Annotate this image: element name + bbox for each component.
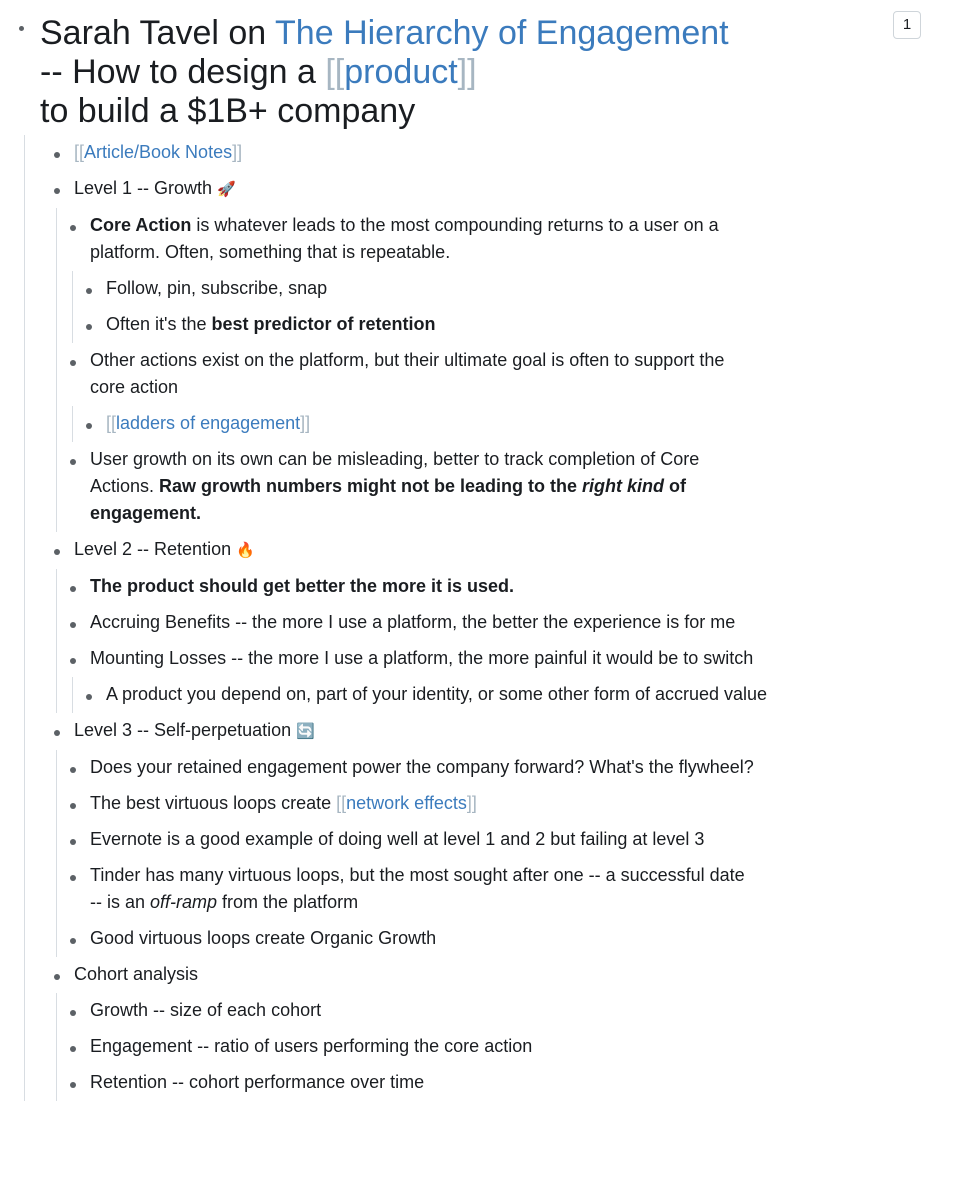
- level2-heading: Level 2 -- Retention: [74, 539, 232, 559]
- bullet[interactable]: [70, 658, 76, 664]
- accruing-text: Accruing Benefits -- the more I use a platform, the better the experience is for me: [90, 612, 736, 632]
- list-item[interactable]: [57, 442, 755, 532]
- bullet[interactable]: [70, 586, 76, 592]
- bullet[interactable]: [86, 288, 92, 294]
- rocket-icon: 🚀: [217, 181, 236, 198]
- list-item[interactable]: [57, 605, 755, 641]
- bullet[interactable]: [54, 188, 60, 194]
- bullet[interactable]: [70, 803, 76, 809]
- mounting-text: Mounting Losses -- the more I use a platform, the more painful it would be to switch: [90, 648, 754, 668]
- bullet[interactable]: [70, 1010, 76, 1016]
- power-text: Does your retained engagement power the company forward? What's the flywheel?: [90, 757, 754, 777]
- bullet[interactable]: [86, 423, 92, 429]
- list-item[interactable]: [25, 713, 955, 957]
- list-item[interactable]: [57, 1065, 755, 1101]
- bullet[interactable]: [54, 974, 60, 980]
- core-action-text: is whatever leads to the most compounding returns to a user on a platform. Often, something that is repeatable.: [90, 215, 719, 262]
- bullet[interactable]: [70, 767, 76, 773]
- bullet[interactable]: [70, 1082, 76, 1088]
- bracket-close: ]]: [232, 142, 243, 162]
- list-item[interactable]: [25, 532, 955, 713]
- bullet[interactable]: [70, 459, 76, 465]
- bracket-close: ]]: [466, 793, 477, 813]
- reference-count-badge[interactable]: 1: [893, 11, 921, 39]
- bullet[interactable]: [70, 875, 76, 881]
- list-item[interactable]: [57, 641, 768, 713]
- core-action-children: [72, 271, 755, 343]
- list-item[interactable]: [73, 406, 786, 442]
- list-item[interactable]: [73, 271, 786, 307]
- ladders-link[interactable]: ladders of engagement: [116, 413, 301, 433]
- list-item[interactable]: [25, 171, 955, 532]
- bullet[interactable]: [70, 839, 76, 845]
- title-mid: -- How to design a: [40, 53, 326, 91]
- bullet[interactable]: [86, 324, 92, 330]
- cohort-growth-text: Growth -- size of each cohort: [90, 1000, 322, 1020]
- page-title[interactable]: [40, 14, 740, 131]
- bullet[interactable]: [70, 360, 76, 366]
- bracket-close: ]]: [300, 413, 311, 433]
- bracket-open: [[: [325, 53, 345, 91]
- bullet[interactable]: [70, 1046, 76, 1052]
- network-effects-link[interactable]: network effects: [346, 793, 467, 813]
- level1-children: [56, 208, 955, 532]
- bullet[interactable]: [54, 152, 60, 158]
- user-growth-italic: right kind: [582, 476, 665, 496]
- loops-pre: The best virtuous loops create: [90, 793, 337, 813]
- other-actions-children: [72, 406, 755, 442]
- bullet[interactable]: [54, 730, 60, 736]
- bracket-open: [[: [74, 142, 85, 162]
- list-item[interactable]: [57, 858, 755, 921]
- mounting-children: [72, 677, 768, 713]
- title-end: to build a $1B+ company: [40, 92, 416, 130]
- list-item[interactable]: [57, 786, 755, 822]
- level3-heading: Level 3 -- Self-perpetuation: [74, 720, 292, 740]
- level1-heading: Level 1 -- Growth: [74, 178, 213, 198]
- fire-icon: 🔥: [236, 542, 255, 559]
- list-item[interactable]: [57, 750, 755, 786]
- core-sub2-pre: Often it's the: [106, 314, 212, 334]
- bullet[interactable]: [54, 549, 60, 555]
- cohort-retention-text: Retention -- cohort performance over time: [90, 1072, 425, 1092]
- tinder-pre: Tinder has many virtuous loops, but the most sought after one -- a successful date -- is an: [90, 865, 745, 912]
- bullet[interactable]: [70, 938, 76, 944]
- list-item[interactable]: [73, 307, 786, 343]
- user-growth-bold2: of engagement.: [90, 476, 687, 523]
- title-link[interactable]: The Hierarchy of Engagement: [275, 14, 729, 52]
- bracket-open: [[: [106, 413, 117, 433]
- tinder-post: from the platform: [217, 892, 359, 912]
- bracket-close: ]]: [457, 53, 477, 91]
- list-item[interactable]: [57, 1029, 755, 1065]
- tinder-italic: off-ramp: [150, 892, 218, 912]
- core-action-bold: Core Action: [90, 215, 192, 235]
- depend-text: A product you depend on, part of your identity, or some other form of accrued value: [106, 684, 768, 704]
- list-item[interactable]: [57, 569, 755, 605]
- bullet[interactable]: [70, 622, 76, 628]
- level2-children: [56, 569, 955, 713]
- evernote-text: Evernote is a good example of doing well at level 1 and 2 but failing at level 3: [90, 829, 705, 849]
- user-growth-pre: User growth on its own can be misleading, better to track completion of Core Actions.: [90, 449, 700, 496]
- core-sub2-bold: best predictor of retention: [211, 314, 436, 334]
- cohort-engagement-text: Engagement -- ratio of users performing the core action: [90, 1036, 533, 1056]
- list-item[interactable]: [57, 822, 755, 858]
- better-bold: The product should get better the more it is used.: [90, 576, 515, 596]
- outline: [24, 135, 955, 1101]
- list-item[interactable]: [25, 957, 955, 1101]
- repeat-icon: 🔄: [296, 723, 315, 740]
- list-item[interactable]: [57, 343, 755, 442]
- title-author: Sarah Tavel on: [40, 14, 276, 52]
- bullet[interactable]: [86, 694, 92, 700]
- cohort-heading: Cohort analysis: [74, 964, 199, 984]
- core-sub1-text: Follow, pin, subscribe, snap: [106, 278, 328, 298]
- article-notes-link[interactable]: Article/Book Notes: [84, 142, 233, 162]
- page-title-bullet[interactable]: [19, 26, 24, 31]
- list-item[interactable]: [57, 993, 755, 1029]
- level3-children: [56, 750, 955, 957]
- list-item[interactable]: [57, 208, 755, 343]
- product-tag-link[interactable]: product: [344, 53, 458, 91]
- other-actions-text: Other actions exist on the platform, but their ultimate goal is often to support the core action: [90, 350, 725, 397]
- bracket-open: [[: [336, 793, 347, 813]
- organic-text: Good virtuous loops create Organic Growth: [90, 928, 437, 948]
- bullet[interactable]: [70, 225, 76, 231]
- cohort-children: [56, 993, 955, 1101]
- list-item[interactable]: [73, 677, 786, 713]
- list-item[interactable]: [57, 921, 755, 957]
- list-item[interactable]: [25, 135, 955, 171]
- user-growth-bold1: Raw growth numbers might not be leading to the: [159, 476, 583, 496]
